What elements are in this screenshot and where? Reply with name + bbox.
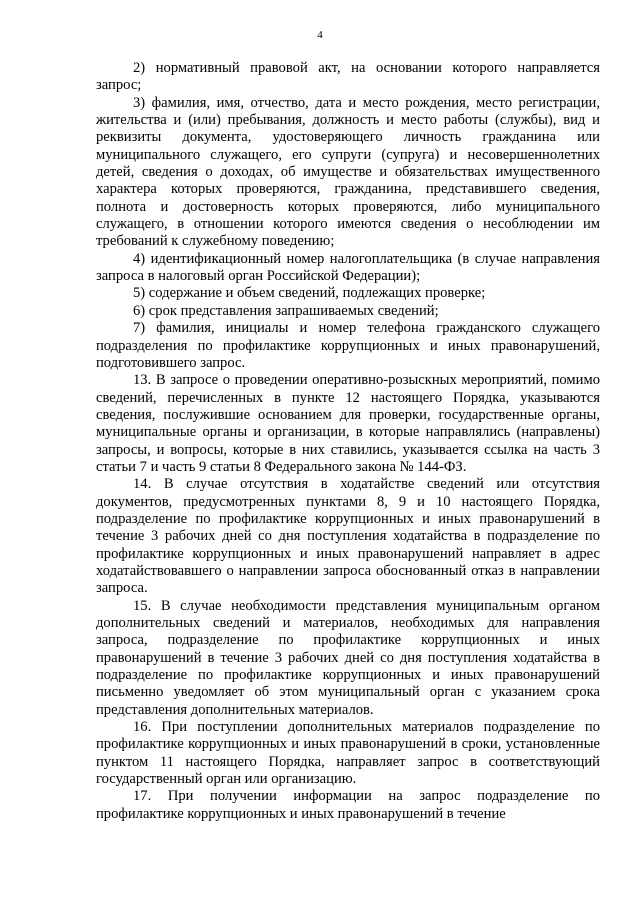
paragraph-clause-14: 14. В случае отсутствия в ходатайстве сведений или отсутствия документов, предусмотренных пунктами 8, 9 и 10 настоящего Порядка, подразделение по профилактике коррупционных и иных правонарушений в течение 3 рабочих дней со дня поступления ходатайства в подразделение по профилактике коррупционных и иных правонарушений направляет в адрес ходатайствовавшего о направлении запроса обоснованный отказ в направлении запроса.: [96, 476, 600, 597]
paragraph-item-4: 4) идентификационный номер налогоплательщика (в случае направления запроса в налоговый орган Российской Федерации);: [96, 250, 600, 285]
paragraph-item-5: 5) содержание и объем сведений, подлежащих проверке;: [133, 285, 486, 302]
paragraph-clause-16: 16. При поступлении дополнительных материалов подразделение по профилактике коррупционных и иных правонарушений в сроки, установленные пунктом 11 настоящего Порядка, направляет запрос в соответствующий государственный орган или организацию.: [96, 719, 600, 788]
paragraph-clause-13: 13. В запросе о проведении оперативно-розыскных мероприятий, помимо сведений, перечисленных в пункте 12 настоящего Порядка, указываются сведения, послужившие основанием для проверки, государственные органы, муниципальные органы и организации, в которые направлялись (направлены) запросы, и вопросы, которые в них ставились, указывается ссылка на часть 3 статьи 7 и часть 9 статьи 8 Федерального закона № 144-ФЗ.: [96, 372, 600, 475]
paragraph-item-6: 6) срок представления запрашиваемых сведений;: [133, 302, 439, 319]
paragraph-clause-15: 15. В случае необходимости представления муниципальным органом дополнительных сведений и материалов, необходимых для направления запроса, подразделение по профилактике коррупционных и иных правонарушений в течение 3 рабочих дней со дня поступления ходатайства в подразделение по профилактике коррупционных и иных правонарушений письменно уведомляет об этом муниципальный орган с указанием срока представления дополнительных материалов.: [96, 597, 600, 718]
page-number: 4: [317, 29, 323, 41]
paragraph-item-3: 3) фамилия, имя, отчество, дата и место рождения, место регистрации, жительства и (или) пребывания, должность и место работы (службы), вид и реквизиты документа, удостоверяющего личность гражданина или муниципального служащего, его супруги (супруга) и несовершеннолетних детей, сведения о доходах, об имуществе и обязательствах имущественного характера которых проверяются, гражданина, представившего сведения, полнота и достоверность которых проверяются, либо муниципального служащего, в отношении которого имеются сведения о несоблюдении им требований к служебному поведению;: [96, 94, 600, 250]
paragraph-item-2: 2) нормативный правовой акт, на основании которого направляется запрос;: [96, 60, 600, 94]
paragraph-item-7: 7) фамилия, инициалы и номер телефона гражданского служащего подразделения по профилактике коррупционных и иных правонарушений, подготовившего запрос.: [96, 320, 600, 371]
paragraph-clause-17: 17. При получении информации на запрос подразделение по профилактике коррупционных и иных правонарушений в течение: [96, 788, 600, 822]
document-body: [96, 60, 600, 823]
